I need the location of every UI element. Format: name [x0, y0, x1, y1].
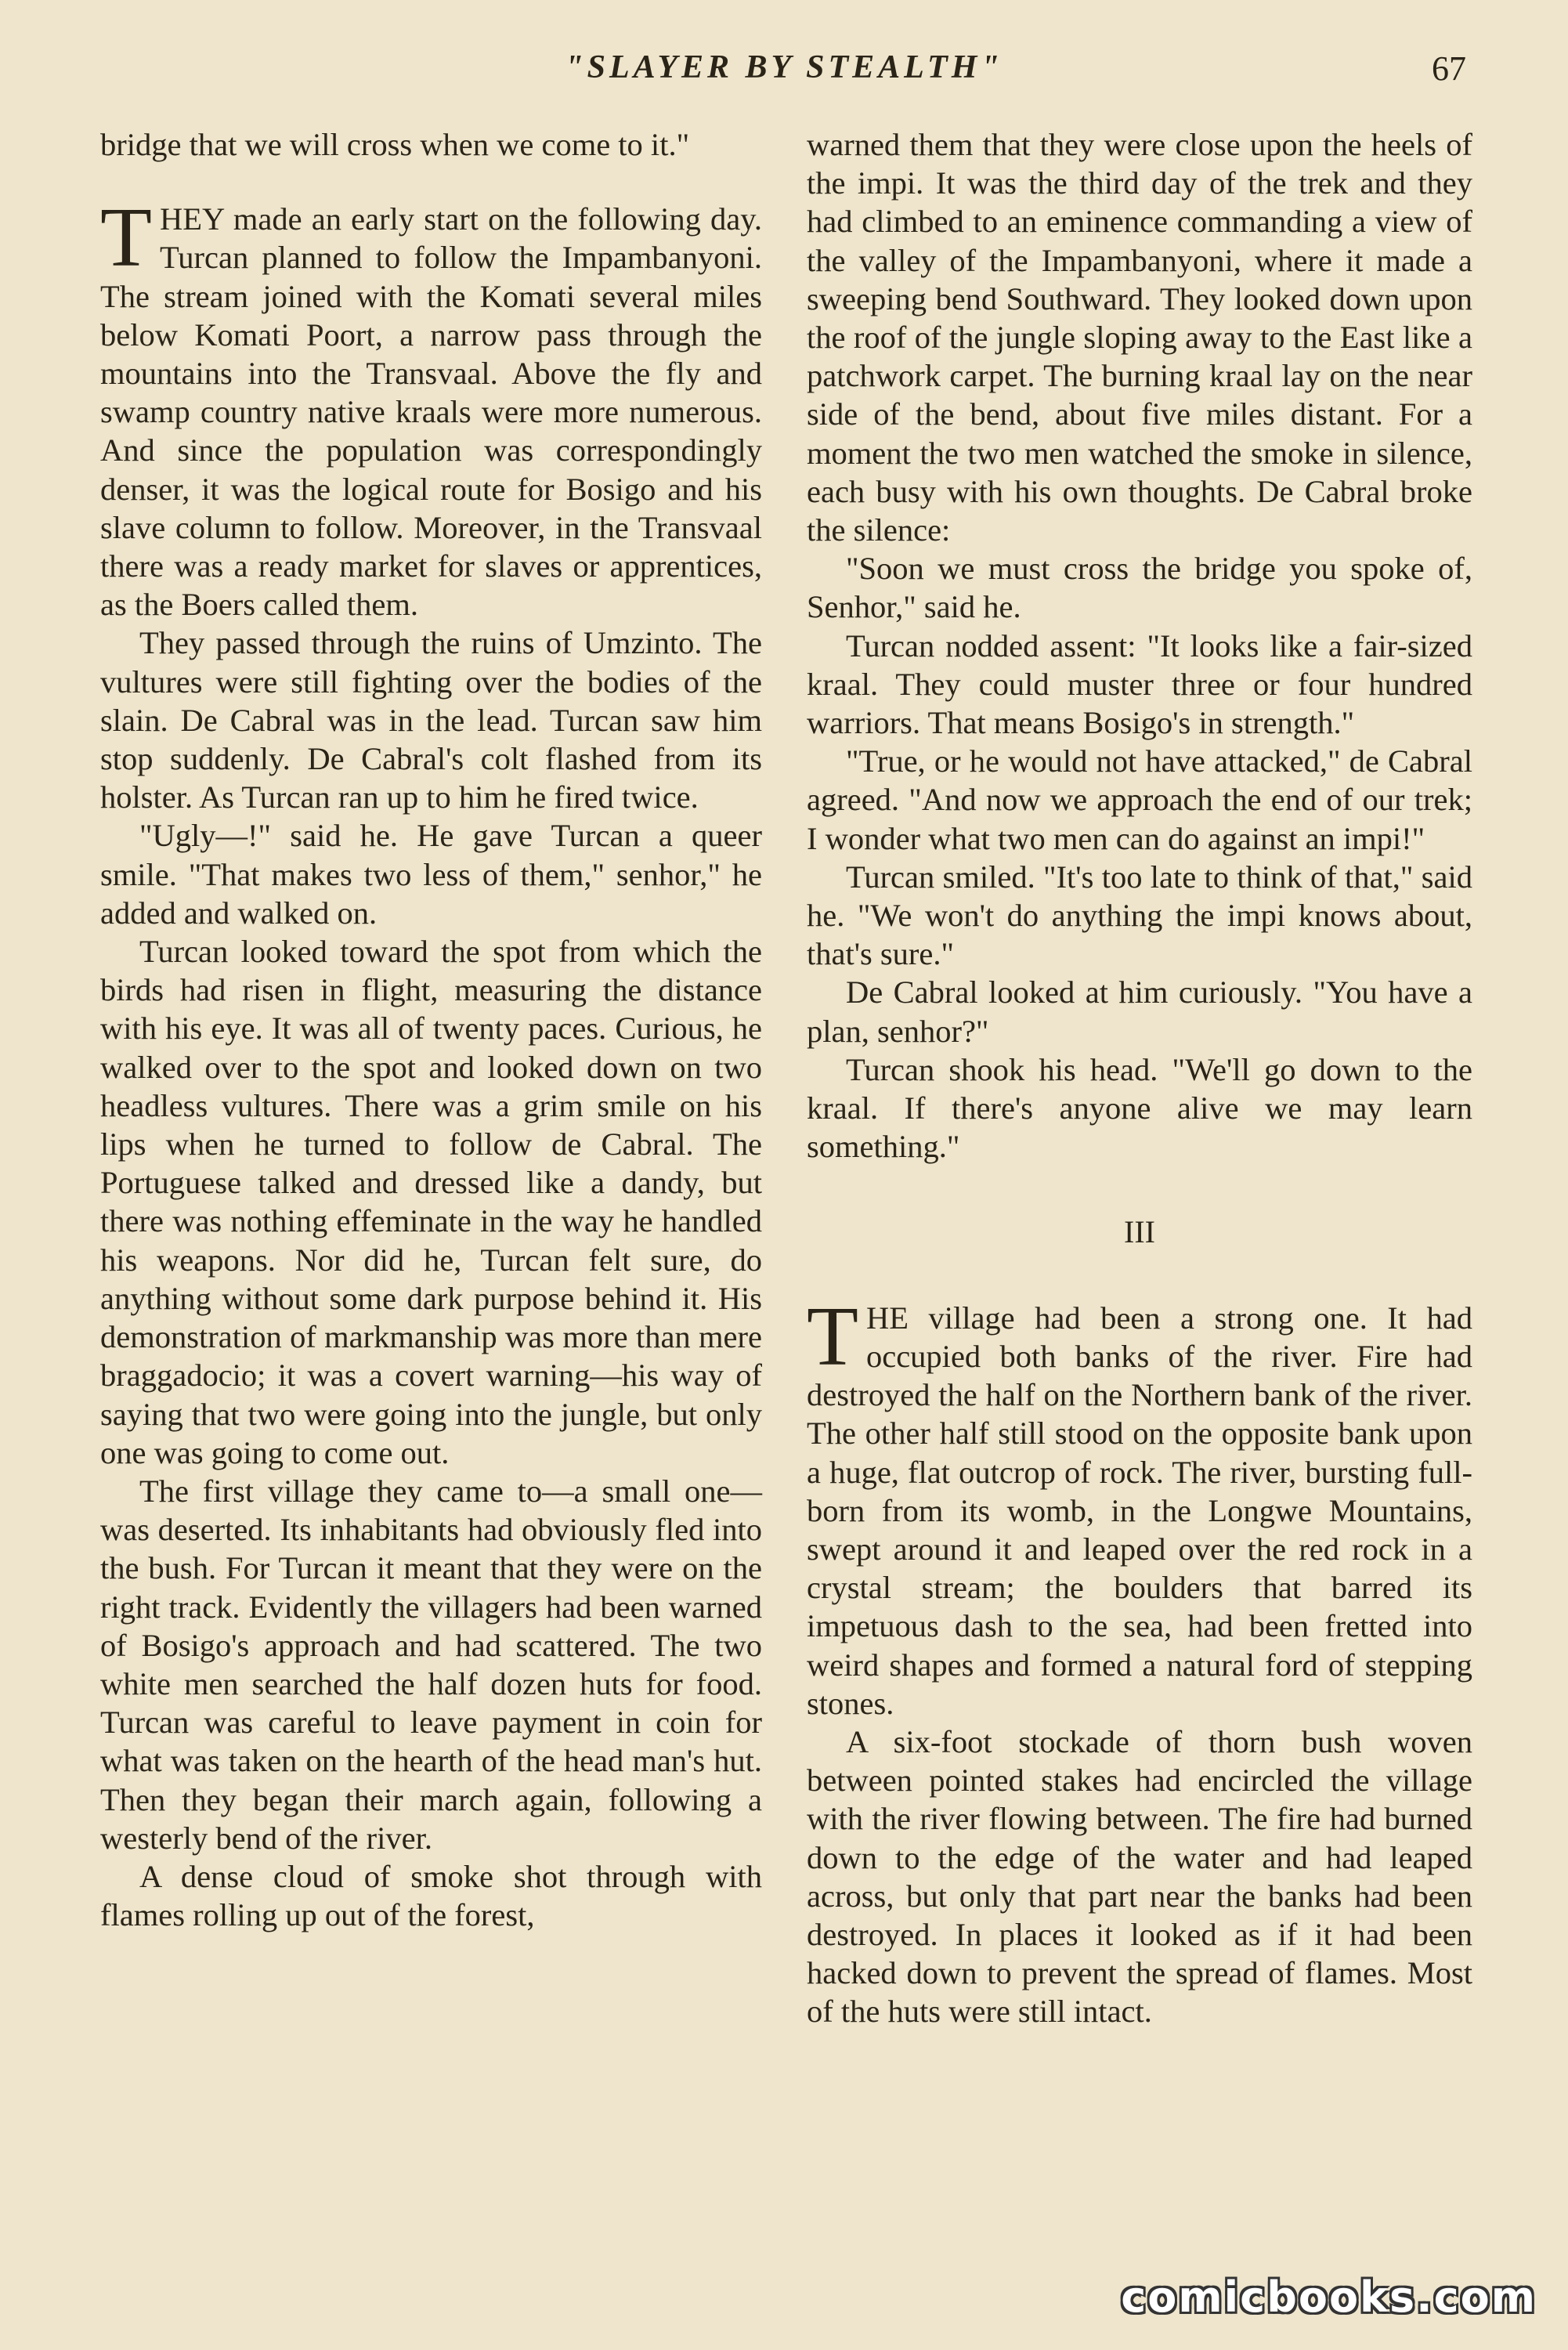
paragraph: A six-foot stockade of thorn bush woven between pointed stakes had encircled the village with the river flowing between. The fire had burned down to the edge of the water and had leaped across, but only that part near the banks had been destroyed. In places it looked as if it had been hacked down to prevent the spread of flames. Most of the huts were still intact. [807, 1723, 1472, 2030]
paragraph-text: HE village had been a strong one. It had occupied both banks of the river. Fire had destroyed the half on the Northern bank of the river. The other half still stood on the opposite bank upon a huge, flat outcrop of rock. The river, bursting full-born from its womb, in the Longwe Mountains, swept around it and leaped over the red rock in a crystal stream; the boulders that barred its impetuous dash to the sea, had been fretted into weird shapes and formed a natural ford of stepping stones. [807, 1300, 1472, 1721]
paragraph: "Ugly—!" said he. He gave Turcan a queer smile. "That makes two less of them," senhor," he added and walked on. [100, 818, 762, 931]
right-column [807, 125, 1472, 2031]
paragraph-dropcap [807, 1289, 1472, 1723]
paragraph: A dense cloud of smoke shot through with flames rolling up out of the forest, [100, 1858, 762, 1933]
watermark-logo: comicbooks.com [1121, 2272, 1537, 2322]
left-column [100, 125, 762, 1934]
page-number: 67 [1432, 49, 1466, 88]
paragraph: Turcan shook his head. "We'll go down to the kraal. If there's anyone alive we may learn something." [807, 1051, 1472, 1165]
section-number: III [1124, 1214, 1155, 1250]
paragraph-dropcap [100, 191, 762, 624]
paragraph: De Cabral looked at him curiously. "You have a plan, senhor?" [807, 974, 1472, 1049]
running-title: "SLAYER BY STEALTH" [565, 49, 1003, 85]
drop-cap: T [807, 1289, 858, 1383]
paragraph: "Soon we must cross the bridge you spoke of, Senhor," said he. [807, 551, 1472, 625]
paragraph: Turcan smiled. "It's too late to think of that," said he. "We won't do anything the impi knows about, that's sure." [807, 859, 1472, 972]
paragraph: bridge that we will cross when we come to it." [100, 127, 690, 162]
paragraph: Turcan looked toward the spot from which the birds had risen in flight, measuring the distance with his eye. It was all of twenty paces. Curious, he walked over to the spot and looked down on two headless vultures. There was a grim smile on his lips when he turned to follow de Cabral. The Portuguese talked and dressed like a dandy, but there was nothing effeminate in the way he handled his weapons. Nor did he, Turcan felt sure, do anything without some dark purpose behind it. His demonstration of markmanship was more than mere braggadocio; it was a covert warning—his way of saying that two were going into the jungle, but only one was going to come out. [100, 934, 762, 1470]
paragraph-text: HEY made an early start on the following day. Turcan planned to follow the Impambanyoni. The stream joined with the Komati several miles below Komati Poort, a narrow pass through the mountains into the Transvaal. Above the fly and swamp country native kraals were more numerous. And since the population was correspondingly denser, it was the logical route for Bosigo and his slave column to follow. Moreover, in the Transvaal there was a ready market for slaves or apprentices, as the Boers called them. [100, 201, 762, 623]
drop-cap: T [100, 191, 152, 285]
paragraph: warned them that they were close upon the heels of the impi. It was the third day of the trek and they had climbed to an eminence commanding a view of the valley of the Impambanyoni, where it made a sweeping bend Southward. They looked down upon the roof of the jungle sloping away to the East like a patchwork carpet. The burning kraal lay on the near side of the bend, about five miles distant. For a moment the two men watched the smoke in silence, each busy with his own thoughts. De Cabral broke the silence: [807, 127, 1472, 548]
paragraph: "True, or he would not have attacked," de Cabral agreed. "And now we approach the end of our trek; I wonder what two men can do against an impi!" [807, 743, 1472, 856]
paragraph: Turcan nodded assent: "It looks like a fair-sized kraal. They could muster three or four hundred warriors. That means Bosigo's in strength." [807, 627, 1472, 741]
paragraph: They passed through the ruins of Umzinto. The vultures were still fighting over the bodies of the slain. De Cabral was in the lead. Turcan saw him stop suddenly. De Cabral's colt flashed from its holster. As Turcan ran up to him he fired twice. [100, 625, 762, 815]
page-header [0, 49, 1568, 103]
paragraph: The first village they came to—a small one—was deserted. Its inhabitants had obviously fled into the bush. For Turcan it meant that they were on the right track. Evidently the villagers had been warned of Bosigo's approach and had scattered. The two white men searched the half dozen huts for food. Turcan was careful to leave payment in coin for what was taken on the hearth of the head man's hut. Then they began their march again, following a westerly bend of the river. [100, 1473, 762, 1856]
